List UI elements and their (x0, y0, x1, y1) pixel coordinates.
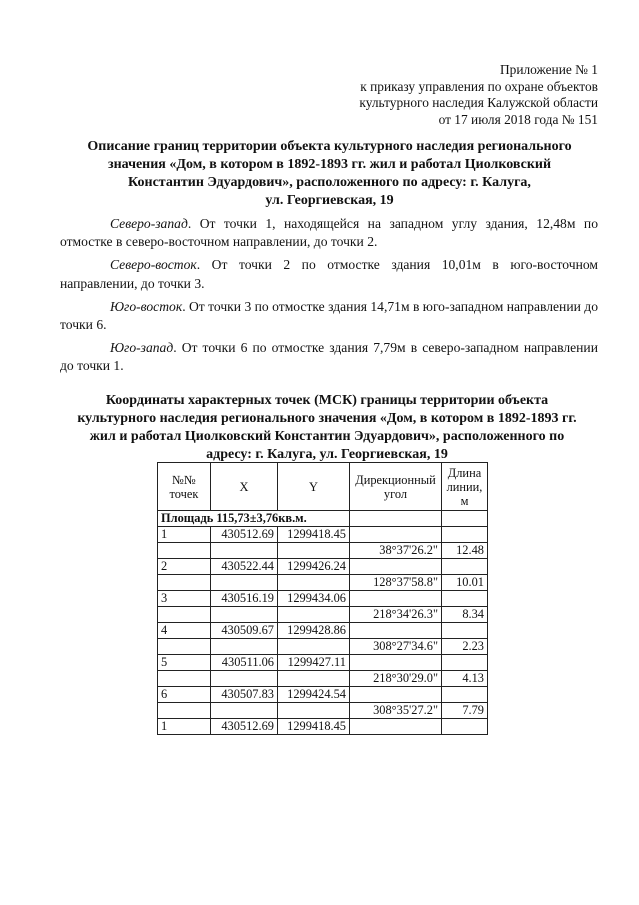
table-row (158, 543, 488, 559)
direction-angle-cell (350, 687, 442, 703)
y-coordinate-cell (278, 575, 350, 591)
appendix-line: к приказу управления по охране объектов (360, 78, 598, 94)
y-coordinate-cell: 1299418.45 (278, 527, 350, 543)
title-line: ул. Георгиевская, 19 (265, 193, 394, 208)
x-coordinate-cell (211, 639, 278, 655)
description-text: . От точки 3 по отмостке здания 14,71м в юго-западном направлении до точки 6. (60, 298, 598, 333)
x-coordinate-cell: 430512.69 (211, 527, 278, 543)
direction-label: Северо-восток (110, 257, 197, 273)
title-line: значения «Дом, в котором в 1892-1893 гг. жил и работал Циолковский (107, 157, 552, 172)
coordinates-table (157, 462, 488, 735)
line-length-cell (442, 655, 488, 671)
header-direction-angle: Дирекционный угол (350, 463, 442, 511)
y-coordinate-cell (278, 671, 350, 687)
y-coordinate-cell (278, 607, 350, 623)
direction-angle-cell: 308°35'27.2" (350, 703, 442, 719)
title-line: Описание границ территории объекта культурного наследия регионального (87, 139, 572, 154)
direction-angle-cell (350, 591, 442, 607)
x-coordinate-cell: 430509.67 (211, 623, 278, 639)
point-number-cell (158, 671, 211, 687)
direction-angle-cell (350, 719, 442, 735)
direction-label: Юго-восток (110, 298, 183, 314)
boundary-description (60, 215, 598, 381)
x-coordinate-cell: 430522.44 (211, 559, 278, 575)
area-row (158, 511, 488, 527)
line-length-cell: 4.13 (442, 671, 488, 687)
direction-label: Северо-запад (110, 216, 188, 231)
header-x: X (211, 463, 278, 511)
table-cell (442, 511, 488, 527)
x-coordinate-cell (211, 703, 278, 719)
header-point-number: №№ точек (158, 463, 211, 511)
x-coordinate-cell (211, 543, 278, 559)
appendix-header (359, 62, 598, 128)
line-length-cell: 12.48 (442, 543, 488, 559)
document-title (60, 138, 599, 210)
point-number-cell: 6 (158, 687, 211, 703)
header-line-length: Длина линии, м (442, 463, 488, 511)
line-length-cell (442, 687, 488, 703)
line-length-cell: 10.01 (442, 575, 488, 591)
appendix-line: культурного наследия Калужской области (359, 95, 598, 111)
point-number-cell (158, 639, 211, 655)
y-coordinate-cell: 1299434.06 (278, 591, 350, 607)
coordinates-title-line: культурного наследия регионального значения «Дом, в котором в 1892-1893 гг. (77, 411, 577, 426)
table-row (158, 575, 488, 591)
direction-angle-cell (350, 527, 442, 543)
point-number-cell (158, 575, 211, 591)
direction-angle-cell (350, 623, 442, 639)
description-text: . От точки 1, находящейся на западном углу здания, 12,48м по отмостке в северо-восточном направлении, до точки 2. (60, 216, 598, 250)
line-length-cell: 7.79 (442, 703, 488, 719)
point-number-cell: 4 (158, 623, 211, 639)
coordinates-title-line: жил и работал Циолковский Константин Эдуардович», расположенного по (89, 429, 565, 444)
direction-angle-cell: 218°30'29.0" (350, 671, 442, 687)
line-length-cell (442, 623, 488, 639)
y-coordinate-cell: 1299426.24 (278, 559, 350, 575)
description-paragraph (60, 298, 598, 334)
point-number-cell (158, 543, 211, 559)
description-paragraph (60, 215, 598, 251)
table-cell (350, 511, 442, 527)
table-row (158, 623, 488, 639)
table-row (158, 639, 488, 655)
direction-angle-cell (350, 559, 442, 575)
x-coordinate-cell: 430516.19 (211, 591, 278, 607)
point-number-cell: 3 (158, 591, 211, 607)
x-coordinate-cell (211, 671, 278, 687)
x-coordinate-cell: 430512.69 (211, 719, 278, 735)
line-length-cell (442, 719, 488, 735)
line-length-cell (442, 559, 488, 575)
direction-angle-cell: 218°34'26.3" (350, 607, 442, 623)
direction-angle-cell: 38°37'26.2" (350, 543, 442, 559)
x-coordinate-cell (211, 575, 278, 591)
y-coordinate-cell: 1299428.86 (278, 623, 350, 639)
table-row (158, 655, 488, 671)
x-coordinate-cell: 430507.83 (211, 687, 278, 703)
x-coordinate-cell (211, 607, 278, 623)
table-row (158, 703, 488, 719)
y-coordinate-cell (278, 703, 350, 719)
coordinates-title (55, 392, 599, 464)
description-text: . От точки 6 по отмостке здания 7,79м в северо-западном направлении до точки 1. (60, 340, 598, 374)
y-coordinate-cell: 1299427.11 (278, 655, 350, 671)
table-row (158, 687, 488, 703)
line-length-cell: 8.34 (442, 607, 488, 623)
point-number-cell (158, 703, 211, 719)
table-row (158, 559, 488, 575)
direction-angle-cell: 128°37'58.8" (350, 575, 442, 591)
appendix-line: от 17 июля 2018 года № 151 (438, 111, 598, 127)
y-coordinate-cell (278, 543, 350, 559)
table-header-row (158, 463, 488, 511)
appendix-line: Приложение № 1 (499, 62, 598, 77)
point-number-cell: 1 (158, 527, 211, 543)
coordinates-title-line: адресу: г. Калуга, ул. Георгиевская, 19 (206, 447, 448, 462)
direction-angle-cell: 308°27'34.6" (350, 639, 442, 655)
point-number-cell (158, 607, 211, 623)
title-line: Константин Эдуардович», расположенного по адресу: г. Калуга, (128, 175, 531, 190)
description-paragraph (60, 339, 598, 375)
y-coordinate-cell (278, 639, 350, 655)
point-number-cell: 2 (158, 559, 211, 575)
x-coordinate-cell: 430511.06 (211, 655, 278, 671)
direction-angle-cell (350, 655, 442, 671)
y-coordinate-cell: 1299418.45 (278, 719, 350, 735)
header-y: Y (278, 463, 350, 511)
table-row (158, 671, 488, 687)
description-paragraph (60, 256, 598, 292)
table-row (158, 591, 488, 607)
point-number-cell: 5 (158, 655, 211, 671)
table-row (158, 527, 488, 543)
point-number-cell: 1 (158, 719, 211, 735)
y-coordinate-cell: 1299424.54 (278, 687, 350, 703)
table-row (158, 719, 488, 735)
line-length-cell (442, 527, 488, 543)
direction-label: Юго-запад (110, 340, 174, 356)
line-length-cell (442, 591, 488, 607)
table-row (158, 607, 488, 623)
area-cell: Площадь 115,73±3,76кв.м. (158, 511, 350, 527)
line-length-cell: 2.23 (442, 639, 488, 655)
coordinates-title-line: Координаты характерных точек (МСК) границы территории объекта (105, 393, 549, 408)
description-text: . От точки 2 по отмостке здания 10,01м в юго-восточном направлении, до точки 3. (60, 257, 598, 291)
